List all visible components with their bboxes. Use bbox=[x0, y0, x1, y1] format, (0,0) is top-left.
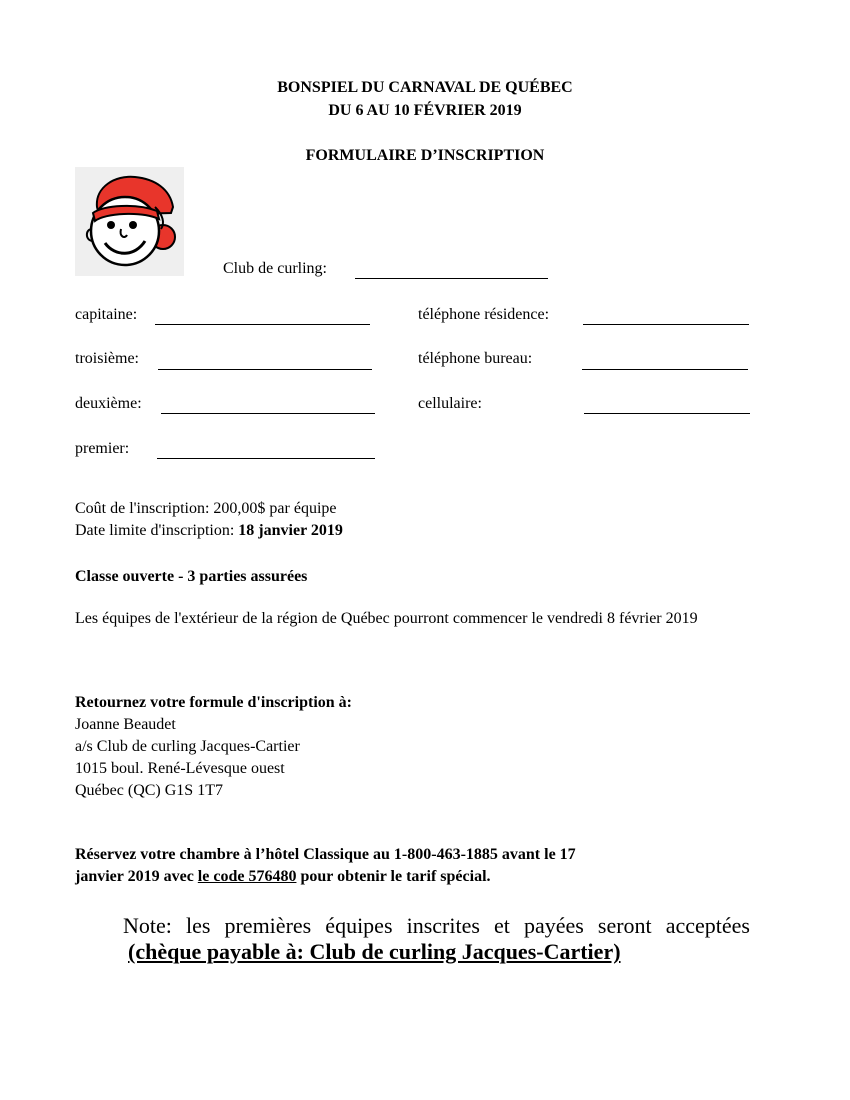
hotel-line-2-end: pour obtenir le tarif spécial. bbox=[296, 868, 491, 885]
outside-teams-paragraph: Les équipes de l'extérieur de la région de Québec pourront commencer le vendredi 8 février 2019 bbox=[75, 610, 698, 627]
work-phone-input-line[interactable] bbox=[582, 368, 748, 370]
lead-label: premier: bbox=[75, 440, 130, 457]
event-title: BONSPIEL DU CARNAVAL DE QUÉBEC bbox=[277, 79, 573, 96]
second-input-line[interactable] bbox=[161, 412, 375, 414]
home-phone-input-line[interactable] bbox=[583, 323, 749, 325]
deadline-line bbox=[75, 522, 343, 540]
work-phone-label: téléphone bureau: bbox=[418, 350, 533, 367]
form-title: FORMULAIRE D’INSCRIPTION bbox=[305, 147, 545, 164]
third-label: troisième: bbox=[75, 350, 139, 367]
second-label: deuxième: bbox=[75, 395, 142, 412]
address-line: a/s Club de curling Jacques-Cartier bbox=[75, 738, 300, 755]
hotel-promo-code: le code 576480 bbox=[197, 868, 297, 885]
deadline-value: 18 janvier 2019 bbox=[238, 522, 343, 539]
lead-input-line[interactable] bbox=[157, 457, 375, 459]
home-phone-label: téléphone résidence: bbox=[418, 306, 550, 323]
cell-phone-input-line[interactable] bbox=[584, 412, 750, 414]
note-line-2: (chèque payable à: Club de curling Jacques-Cartier) bbox=[128, 939, 621, 964]
address-line: Joanne Beaudet bbox=[75, 716, 176, 733]
note-line-1: Note: les premières équipes inscrites et payées seront acceptées bbox=[123, 913, 750, 938]
bonhomme-carnaval-icon bbox=[75, 167, 184, 276]
address-line: 1015 boul. René-Lévesque ouest bbox=[75, 760, 285, 777]
club-input-line[interactable] bbox=[355, 277, 548, 279]
return-address-block bbox=[75, 692, 352, 802]
note-block bbox=[123, 913, 750, 965]
club-label: Club de curling: bbox=[223, 260, 327, 277]
third-input-line[interactable] bbox=[158, 368, 372, 370]
captain-input-line[interactable] bbox=[155, 323, 370, 325]
cell-phone-label: cellulaire: bbox=[418, 395, 482, 412]
captain-label: capitaine: bbox=[75, 306, 138, 323]
hotel-line-1: Réservez votre chambre à l’hôtel Classique au 1-800-463-1885 avant le 17 bbox=[75, 846, 576, 863]
event-dates: DU 6 AU 10 FÉVRIER 2019 bbox=[328, 102, 522, 119]
cost-line: Coût de l'inscription: 200,00$ par équipe bbox=[75, 500, 337, 517]
class-line: Classe ouverte - 3 parties assurées bbox=[75, 568, 308, 585]
address-line: Québec (QC) G1S 1T7 bbox=[75, 782, 223, 799]
return-heading: Retournez votre formule d'inscription à: bbox=[75, 694, 352, 711]
hotel-block bbox=[75, 844, 576, 888]
hotel-line-2 bbox=[75, 866, 576, 888]
deadline-label: Date limite d'inscription: bbox=[75, 522, 239, 539]
hotel-line-2-start: janvier 2019 avec bbox=[75, 868, 198, 885]
